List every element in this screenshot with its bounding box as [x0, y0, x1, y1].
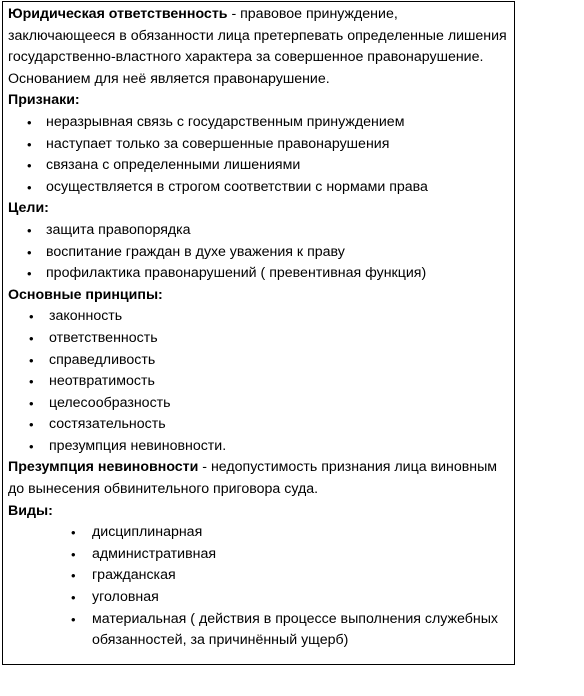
- bullet-icon: •: [27, 179, 32, 195]
- bullet-icon: •: [29, 309, 34, 325]
- list-item: • материальная ( действия в процессе выполнения служебных обязанностей, за причинённый ущерб): [71, 610, 499, 649]
- presumption-term: Презумпция невиновности: [8, 459, 199, 476]
- bullet-icon: •: [71, 568, 76, 584]
- signs-list: [8, 112, 508, 198]
- bullet-icon: •: [29, 352, 34, 368]
- list-item: • состязательность: [8, 414, 508, 436]
- bullet-icon: •: [29, 438, 34, 454]
- list-item: • административная: [8, 544, 508, 566]
- signs-heading: Признаки:: [8, 92, 80, 109]
- list-item: • целесообразность: [8, 393, 508, 415]
- goals-heading: Цели:: [8, 200, 49, 217]
- bullet-icon: •: [29, 374, 34, 390]
- list-item: • неразрывная связь с государственным принуждением: [8, 112, 508, 134]
- list-item: • дисциплинарная: [8, 522, 508, 544]
- bullet-icon: •: [29, 395, 34, 411]
- definition-text: - правовое принуждение, заключающееся в обязанности лица претерпевать определенные лишения государственно-властного характера за совершенное правонарушение. Основанием для неё является правонарушение.: [8, 6, 507, 87]
- presumption-paragraph: [8, 457, 508, 500]
- bullet-icon: •: [71, 590, 76, 606]
- list-item: • уголовная: [8, 587, 508, 609]
- bullet-icon: •: [71, 525, 76, 541]
- list-item: • презумпция невиновности.: [8, 436, 508, 458]
- bullet-icon: •: [71, 546, 76, 562]
- definition-paragraph: [8, 4, 508, 90]
- list-item: • связана с определенными лишениями: [8, 155, 508, 177]
- list-item: • ответственность: [8, 328, 508, 350]
- bullet-icon: •: [27, 266, 32, 282]
- document-frame: [2, 1, 515, 665]
- list-item: • воспитание граждан в духе уважения к праву: [8, 242, 508, 264]
- bullet-icon: •: [27, 158, 32, 174]
- list-item: • справедливость: [8, 350, 508, 372]
- principles-list: [8, 306, 508, 457]
- list-item: • защита правопорядка: [8, 220, 508, 242]
- types-heading: Виды:: [8, 502, 53, 519]
- bullet-icon: •: [27, 114, 32, 130]
- bullet-icon: •: [29, 417, 34, 433]
- list-item: • наступает только за совершенные правонарушения: [8, 134, 508, 156]
- definition-term: Юридическая ответственность: [8, 6, 228, 22]
- bullet-icon: •: [27, 244, 32, 260]
- bullet-icon: •: [29, 330, 34, 346]
- list-item: • профилактика правонарушений ( превентивная функция): [8, 263, 508, 285]
- principles-heading: Основные принципы:: [8, 286, 163, 303]
- bullet-icon: •: [27, 136, 32, 152]
- bullet-icon: •: [27, 222, 32, 238]
- list-item: • осуществляется в строгом соответствии с нормами права: [8, 177, 508, 199]
- types-list: [8, 522, 508, 652]
- list-item: • законность: [8, 306, 508, 328]
- presumption-text: - недопустимость признания лица виновным до вынесения обвинительного приговора суда.: [8, 459, 498, 498]
- bullet-icon: •: [71, 611, 76, 627]
- goals-list: [8, 220, 508, 285]
- list-item: • гражданская: [8, 565, 508, 587]
- list-item: • неотвратимость: [8, 371, 508, 393]
